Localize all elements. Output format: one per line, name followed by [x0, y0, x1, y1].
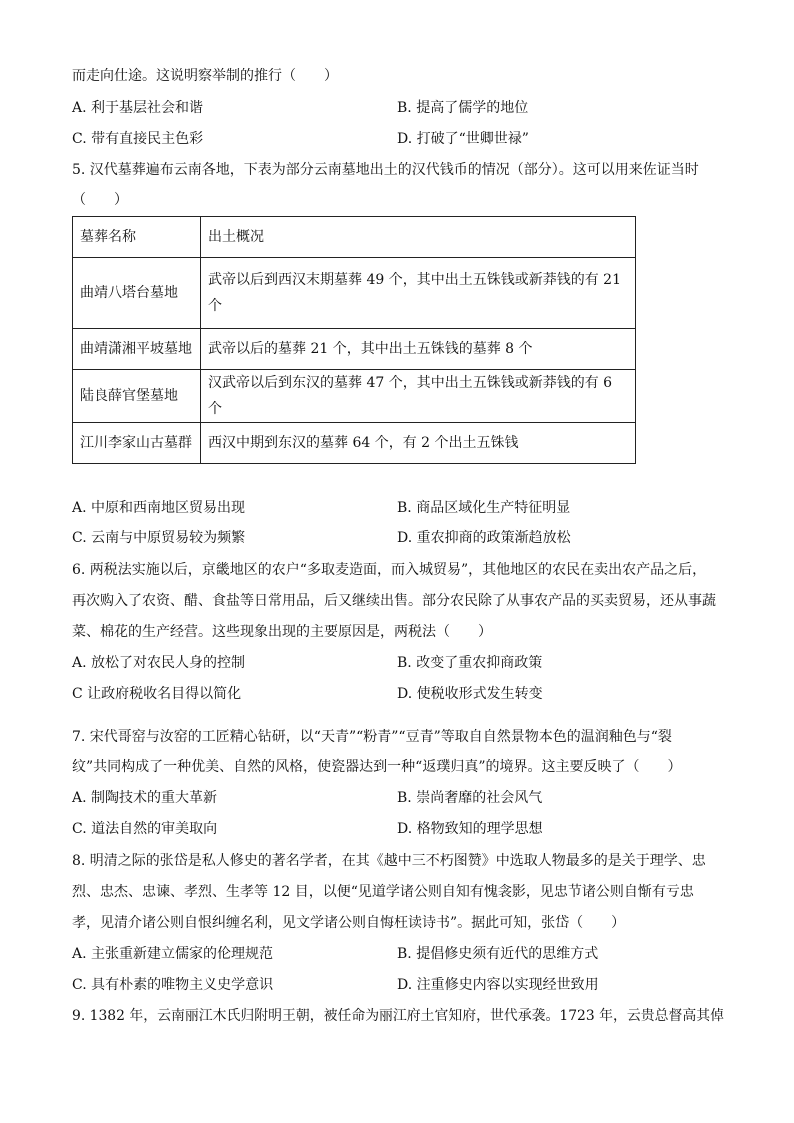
- q4-option-b[interactable]: B. 提高了儒学的地位: [397, 100, 529, 116]
- q9-stem-line1: 9. 1382 年，云南丽江木氏归附明王朝，被任命为丽江府土官知府，世代承袭。1723 年，云贵总督高其倬: [72, 1008, 724, 1024]
- table-cell-detail-line: 武帝以后到西汉末期墓葬 49 个，其中出土五铢钱或新莽钱的有 21: [208, 272, 621, 288]
- table-row: [73, 423, 636, 464]
- q6-option-d[interactable]: D. 使税收形式发生转变: [397, 686, 543, 702]
- q6-option-c[interactable]: C 让政府税收名目得以简化: [72, 686, 242, 702]
- q5-stem: 5. 汉代墓葬遍布云南各地，下表为部分云南墓地出土的汉代钱币的情况（部分）。这可以用来佐证当时: [72, 162, 699, 178]
- q5-option-c[interactable]: C. 云南与中原贸易较为频繁: [72, 530, 246, 546]
- q6-stem-line2: 再次购入了农资、醋、食盐等日常用品，后又继续出售。部分农民除了从事农产品的买卖贸易，还从事蔬: [72, 593, 716, 609]
- q4-option-d[interactable]: D. 打破了“世卿世禄”: [397, 131, 529, 147]
- q7-option-a[interactable]: A. 制陶技术的重大革新: [72, 790, 218, 806]
- table-cell-detail: 汉武帝以后到东汉的墓葬 47 个，其中出土五铢钱或新莽钱的有 6 个: [201, 370, 636, 423]
- table-cell-name: 曲靖八塔台墓地: [73, 258, 201, 329]
- table-row: [73, 258, 636, 329]
- table-header-row: [73, 217, 636, 258]
- table-row: [73, 329, 636, 370]
- q5-option-b[interactable]: B. 商品区域化生产特征明显: [397, 500, 571, 516]
- table-cell-name: 陆良薛官堡墓地: [73, 370, 201, 423]
- q4-option-a[interactable]: A. 利于基层社会和谐: [72, 100, 204, 116]
- q7-option-c[interactable]: C. 道法自然的审美取向: [72, 821, 218, 837]
- q8-option-d[interactable]: D. 注重修史内容以实现经世致用: [397, 977, 599, 993]
- q8-option-b[interactable]: B. 提倡修史须有近代的思维方式: [397, 946, 599, 962]
- q7-option-b[interactable]: B. 崇尚奢靡的社会风气: [397, 790, 543, 806]
- q5-option-a[interactable]: A. 中原和西南地区贸易出现: [72, 500, 246, 516]
- q4-stem-tail: 而走向仕途。这说明察举制的推行（ ）: [72, 68, 338, 84]
- table-header-cell: 出土概况: [201, 217, 636, 258]
- table-header-cell: 墓葬名称: [73, 217, 201, 258]
- table-cell-detail: 武帝以后的墓葬 21 个，其中出土五铢钱的墓葬 8 个: [201, 329, 636, 370]
- q8-stem-line1: 8. 明清之际的张岱是私人修史的著名学者，在其《越中三不朽图赞》中选取人物最多的是关于理学、忠: [72, 853, 706, 869]
- q8-stem-line2: 烈、忠杰、忠谏、孝烈、生孝等 12 目，以便“见道学诸公则自知有愧衾影，见忠节诸公则自惭有亏忠: [72, 884, 694, 900]
- table-cell-name: 江川李家山古墓群: [73, 423, 201, 464]
- q8-stem-line3: 孝，见清介诸公则自恨纠缠名利，见文学诸公则自悔枉读诗书”。据此可知，张岱（ ）: [72, 915, 626, 931]
- table-cell-name: 曲靖潇湘平坡墓地: [73, 329, 201, 370]
- q5-table: [72, 216, 636, 464]
- q5-stem-blank: （ ）: [72, 192, 128, 208]
- q8-option-a[interactable]: A. 主张重新建立儒家的伦理规范: [72, 946, 274, 962]
- table-row: [73, 370, 636, 423]
- q5-option-d[interactable]: D. 重农抑商的政策渐趋放松: [397, 530, 571, 546]
- table-cell-detail-line: 个: [208, 298, 222, 314]
- q6-stem-line3: 菜、棉花的生产经营。这些现象出现的主要原因是，两税法（ ）: [72, 624, 492, 640]
- q4-option-c[interactable]: C. 带有直接民主色彩: [72, 131, 204, 147]
- q7-stem-line1: 7. 宋代哥窑与汝窑的工匠精心钻研，以“天青”“粉青”“豆青”等取自自然景物本色的温润釉色与“裂: [72, 729, 672, 745]
- q7-stem-line2: 纹”共同构成了一种优美、自然的风格，使瓷器达到一种“返璞归真”的境界。这主要反映了（ ）: [72, 759, 682, 775]
- table-cell-detail: [201, 258, 636, 329]
- q6-option-b[interactable]: B. 改变了重农抑商政策: [397, 655, 543, 671]
- q7-option-d[interactable]: D. 格物致知的理学思想: [397, 821, 543, 837]
- q8-option-c[interactable]: C. 具有朴素的唯物主义史学意识: [72, 977, 274, 993]
- q6-stem-line1: 6. 两税法实施以后，京畿地区的农户“多取麦造面，而入城贸易”，其他地区的农民在卖出农产品之后，: [72, 562, 707, 578]
- table-cell-detail: 西汉中期到东汉的墓葬 64 个，有 2 个出土五铢钱: [201, 423, 636, 464]
- q6-option-a[interactable]: A. 放松了对农民人身的控制: [72, 655, 246, 671]
